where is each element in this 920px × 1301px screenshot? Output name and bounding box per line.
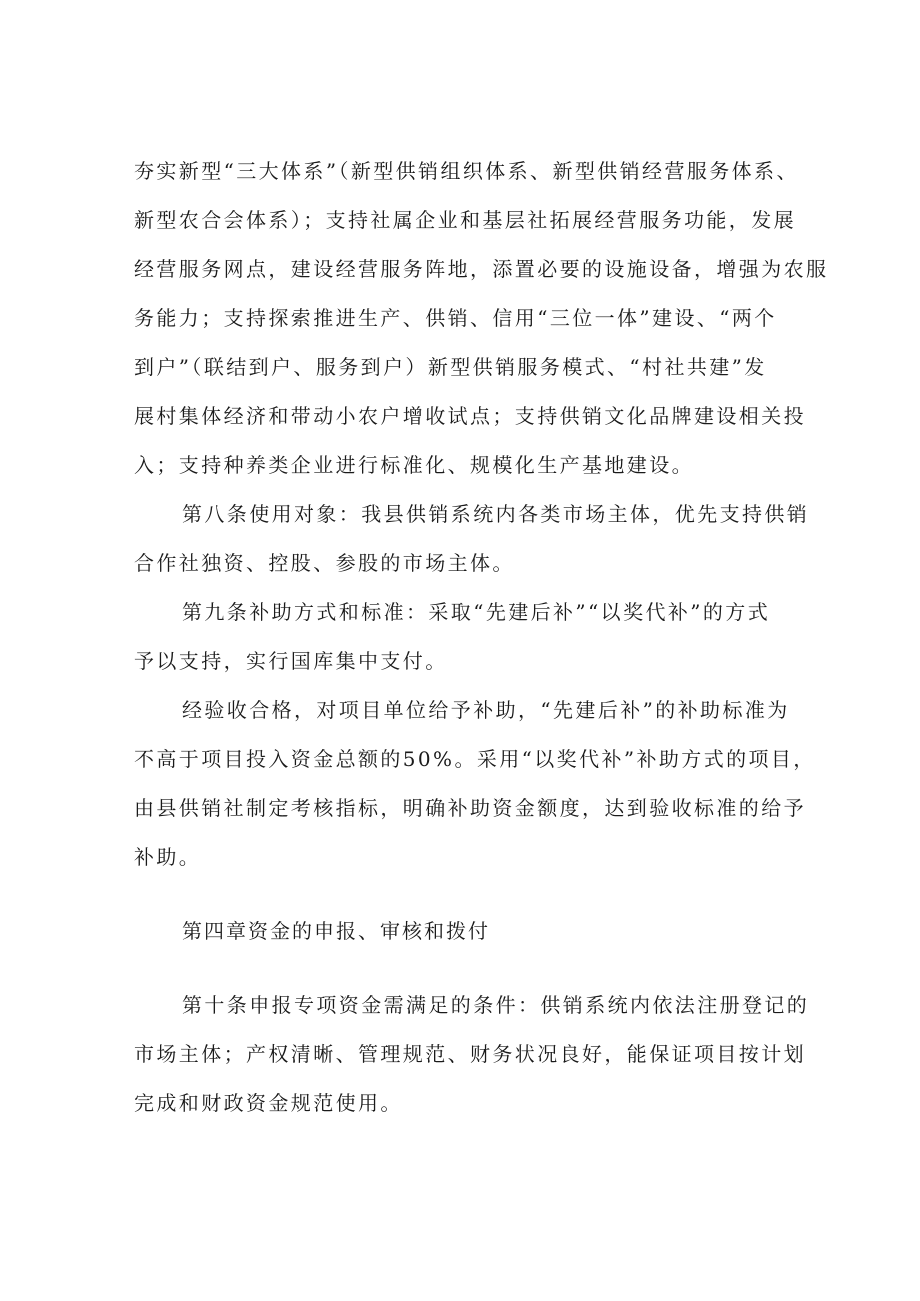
text-line: 由县供销社制定考核指标，明确补助资金额度，达到验收标准的给予 bbox=[134, 796, 806, 820]
text-line: 经营服务网点，建设经营服务阵地，添置必要的设施设备，增强为农服 bbox=[134, 257, 829, 281]
text-line: 经验收合格，对项目单位给予补助，“先建后补”的补助标准为 bbox=[182, 698, 790, 722]
text-line: 夯实新型“三大体系”（新型供销组织体系、新型供销经营服务体系、 bbox=[134, 159, 799, 183]
text-line: 第八条使用对象：我县供销系统内各类市场主体，优先支持供销 bbox=[182, 502, 810, 526]
chapter-heading: 第四章资金的申报、审核和拨付 bbox=[182, 919, 490, 943]
text-line: 第九条补助方式和标准：采取“先建后补”“以奖代补”的方式 bbox=[182, 600, 771, 624]
text-line: 市场主体；产权清晰、管理规范、财务状况良好，能保证项目按计划 bbox=[134, 1042, 806, 1066]
text-line: 第十条申报专项资金需满足的条件：供销系统内依法注册登记的 bbox=[182, 993, 810, 1017]
text-line: 予以支持，实行国库集中支付。 bbox=[134, 649, 448, 673]
text-line: 展村集体经济和带动小农户增收试点；支持供销文化品牌建设相关投 bbox=[134, 404, 806, 428]
text-line: 新型农合会体系）；支持社属企业和基层社拓展经营服务功能，发展 bbox=[134, 208, 796, 232]
text-line: 到户”（联结到户、服务到户）新型供销服务模式、“村社共建”发 bbox=[134, 355, 767, 379]
text-line: 不高于项目投入资金总额的50%。采用“以奖代补”补助方式的项目， bbox=[134, 747, 816, 771]
text-line: 务能力；支持探索推进生产、供销、信用“三位一体”建设、“两个 bbox=[134, 306, 777, 330]
text-line: 完成和财政资金规范使用。 bbox=[134, 1091, 403, 1115]
text-line: 入；支持种养类企业进行标准化、规模化生产基地建设。 bbox=[134, 453, 694, 477]
text-line: 补助。 bbox=[134, 845, 202, 869]
text-line: 合作社独资、控股、参股的市场主体。 bbox=[134, 551, 515, 575]
